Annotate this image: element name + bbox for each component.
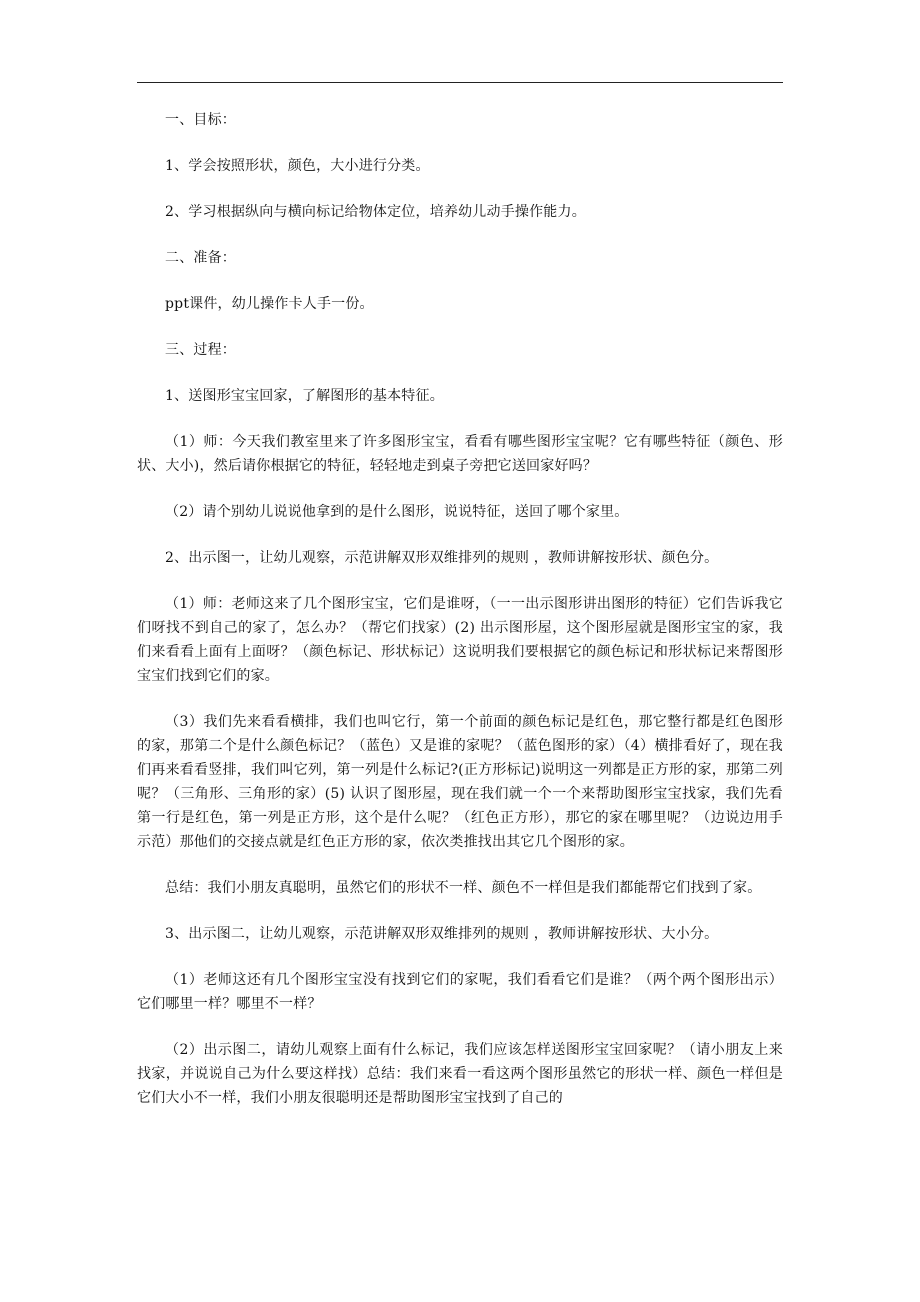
process-step-3: 3、出示图二，让幼儿观察，示范讲解双形双维排列的规则 ，教师讲解按形状、大小分。 [165, 926, 719, 942]
process-step-1-sub-2: （2）请个别幼儿说说他拿到的是什么图形，说说特征，送回了哪个家里。 [165, 504, 629, 520]
goal-item-1: 1、学会按照形状，颜色，大小进行分类。 [165, 158, 430, 174]
section-heading-goals: 一、目标： [165, 112, 236, 128]
document-body [137, 108, 783, 1132]
section-heading-process: 三、过程： [165, 342, 236, 358]
process-step-1-sub-1: （1）师：今天我们教室里来了许多图形宝宝，看看有哪些图形宝宝呢？它有哪些特征（颜色、形状、大小)，然后请你根据它的特征，轻轻地走到桌子旁把它送回家好吗？ [137, 434, 783, 474]
process-step-3-sub-1: （1）老师这还有几个图形宝宝没有找到它们的家呢，我们看看它们是谁？（两个两个图形出示）它们哪里一样？哪里不一样？ [137, 972, 783, 1012]
process-step-2-sub-3: （3）我们先来看看横排，我们也叫它行，第一个前面的颜色标记是红色，那它整行都是红色图形的家，那第二个是什么颜色标记？（蓝色）又是谁的家呢？（蓝色图形的家）（4）横排看好了，现在我们再来看看竖排，我们叫它列，第一列是什么标记?(正方形标记)说明这一列都是正方形的家，那第二列呢？（三角形、三角形的家）(5) 认识了图形屋，现在我们就一个一个来帮助图形宝宝找家，我们先看第一行是红色，第一列是正方形，这个是什么呢？（红色正方形），那它的家在哪里呢？（边说边用手示范）那他们的交接点就是红色正方形的家，依次类推找出其它几个图形的家。 [137, 714, 783, 850]
section-heading-preparation: 二、准备： [165, 250, 236, 266]
header-rule [137, 82, 783, 83]
goal-item-2: 2、学习根据纵向与横向标记给物体定位，培养幼儿动手操作能力。 [165, 204, 586, 220]
preparation-text: ppt课件，幼儿操作卡人手一份。 [165, 296, 374, 312]
process-step-3-sub-2: （2）出示图二，请幼儿观察上面有什么标记，我们应该怎样送图形宝宝回家呢？（请小朋友上来找家，并说说自己为什么要这样找）总结：我们来看一看这两个图形虽然它的形状一样、颜色一样但是它们大小不一样，我们小朋友很聪明还是帮助图形宝宝找到了自己的 [137, 1042, 783, 1106]
process-step-2: 2、出示图一，让幼儿观察，示范讲解双形双维排列的规则 ，教师讲解按形状、颜色分。 [165, 550, 719, 566]
summary-paragraph: 总结：我们小朋友真聪明，虽然它们的形状不一样、颜色不一样但是我们都能帮它们找到了家。 [165, 880, 762, 896]
process-step-1: 1、送图形宝宝回家，了解图形的基本特征。 [165, 388, 444, 404]
process-step-2-sub-1: （1）师：老师这来了几个图形宝宝，它们是谁呀，（一一出示图形讲出图形的特征）它们告诉我它们呀找不到自己的家了，怎么办？（帮它们找家）(2) 出示图形屋，这个图形屋就是图形宝宝的家，我们来看看上面有上面呀？（颜色标记、形状标记）这说明我们要根据它的颜色标记和形状标记来帮图形宝宝们找到它们的家。 [137, 596, 783, 684]
